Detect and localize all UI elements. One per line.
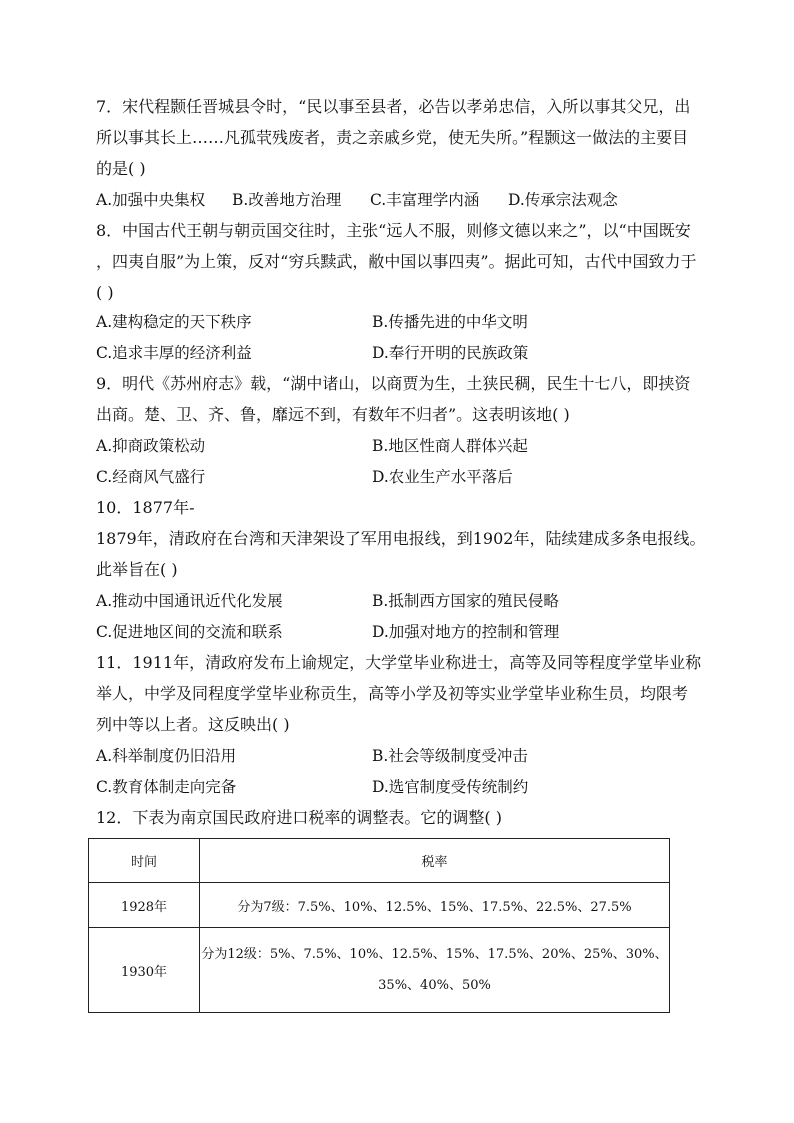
question-11-option-a[interactable]: A.科举制度仍旧沿用: [96, 747, 237, 765]
row-1928-rates: 分为7级：7.5%、10%、12.5%、15%、17.5%、22.5%、27.5%: [200, 883, 670, 928]
question-8-line-3: ( ): [96, 283, 114, 302]
question-10-option-c[interactable]: C.促进地区间的交流和联系: [96, 623, 283, 641]
question-10-line-3: 此举旨在( ): [96, 560, 178, 579]
question-8-option-d[interactable]: D.奉行开明的民族政策: [372, 344, 529, 362]
question-9-line-2: 出商。楚、卫、齐、鲁，靡远不到，有数年不归者”。这表明该地( ): [96, 405, 570, 424]
question-11-line-2: 举人，中学及同程度学堂毕业称贡生，高等小学及初等实业学堂毕业称生员，均限考: [96, 684, 689, 703]
question-7-line-3: 的是( ): [96, 159, 146, 178]
question-7-option-c[interactable]: C.丰富理学内涵: [370, 191, 480, 209]
question-11-option-d[interactable]: D.选官制度受传统制约: [372, 778, 529, 796]
question-10-line-1: 10．1877年-: [96, 498, 195, 517]
question-8-option-b[interactable]: B.传播先进的中华文明: [372, 313, 528, 331]
header-time: 时间: [89, 839, 200, 883]
question-11-line-1: 11．1911年，清政府发布上谕规定，大学堂毕业称进士，高等及同等程度学堂毕业称: [96, 653, 702, 672]
question-7-option-b[interactable]: B.改善地方治理: [232, 191, 342, 209]
question-8-line-2: ，四夷自服”为上策，反对“穷兵黩武，敝中国以事四夷”。据此可知，古代中国致力于: [96, 252, 697, 271]
question-7-option-a[interactable]: A.加强中央集权: [96, 191, 206, 209]
question-11-option-c[interactable]: C.教育体制走向完备: [96, 778, 237, 796]
question-8-line-1: 8．中国古代王朝与朝贡国交往时，主张“远人不服，则修文德以来之”，以“中国既安: [96, 221, 691, 240]
row-1928-year: 1928年: [89, 883, 200, 928]
header-rate: 税率: [200, 839, 670, 883]
question-8-option-c[interactable]: C.追求丰厚的经济利益: [96, 344, 252, 362]
question-9-line-1: 9．明代《苏州府志》载，“湖中诸山，以商贾为生，土狭民稠，民生十七八，即挟资: [96, 374, 691, 393]
question-7-line-2: 所以事其长上……凡孤茕残废者，责之亲戚乡党，使无失所。”程颢这一做法的主要目: [96, 128, 689, 147]
table-row: [89, 928, 670, 1013]
question-12-line-1: 12．下表为南京国民政府进口税率的调整表。它的调整( ): [96, 808, 502, 827]
question-9-option-c[interactable]: C.经商风气盛行: [96, 468, 206, 486]
table-row: [89, 883, 670, 928]
question-9-option-a[interactable]: A.抑商政策松动: [96, 437, 206, 455]
question-10-line-2: 1879年，清政府在台湾和天津架设了军用电报线，到1902年，陆续建成多条电报线。: [96, 529, 706, 548]
table-header-row: [89, 839, 670, 883]
question-10-option-b[interactable]: B.抵制西方国家的殖民侵略: [372, 592, 559, 610]
question-7-option-d[interactable]: D.传承宗法观念: [508, 191, 618, 209]
question-11-option-b[interactable]: B.社会等级制度受冲击: [372, 747, 528, 765]
row-1930-year: 1930年: [89, 928, 200, 1013]
question-9-option-b[interactable]: B.地区性商人群体兴起: [372, 437, 528, 455]
question-9-option-d[interactable]: D.农业生产水平落后: [372, 468, 513, 486]
question-7-line-1: 7．宋代程颢任晋城县令时，“民以事至县者，必告以孝弟忠信，入所以事其父兄，出: [96, 97, 691, 116]
question-11-line-3: 列中等以上者。这反映出( ): [96, 715, 290, 734]
tariff-rate-table: [88, 838, 670, 1013]
question-8-option-a[interactable]: A.建构稳定的天下秩序: [96, 313, 252, 331]
question-10-option-d[interactable]: D.加强对地方的控制和管理: [372, 623, 560, 641]
question-10-option-a[interactable]: A.推动中国通讯近代化发展: [96, 592, 283, 610]
row-1930-rates: 分为12级：5%、7.5%、10%、12.5%、15%、17.5%、20%、25%、30%、35%、40%、50%: [200, 928, 670, 1013]
